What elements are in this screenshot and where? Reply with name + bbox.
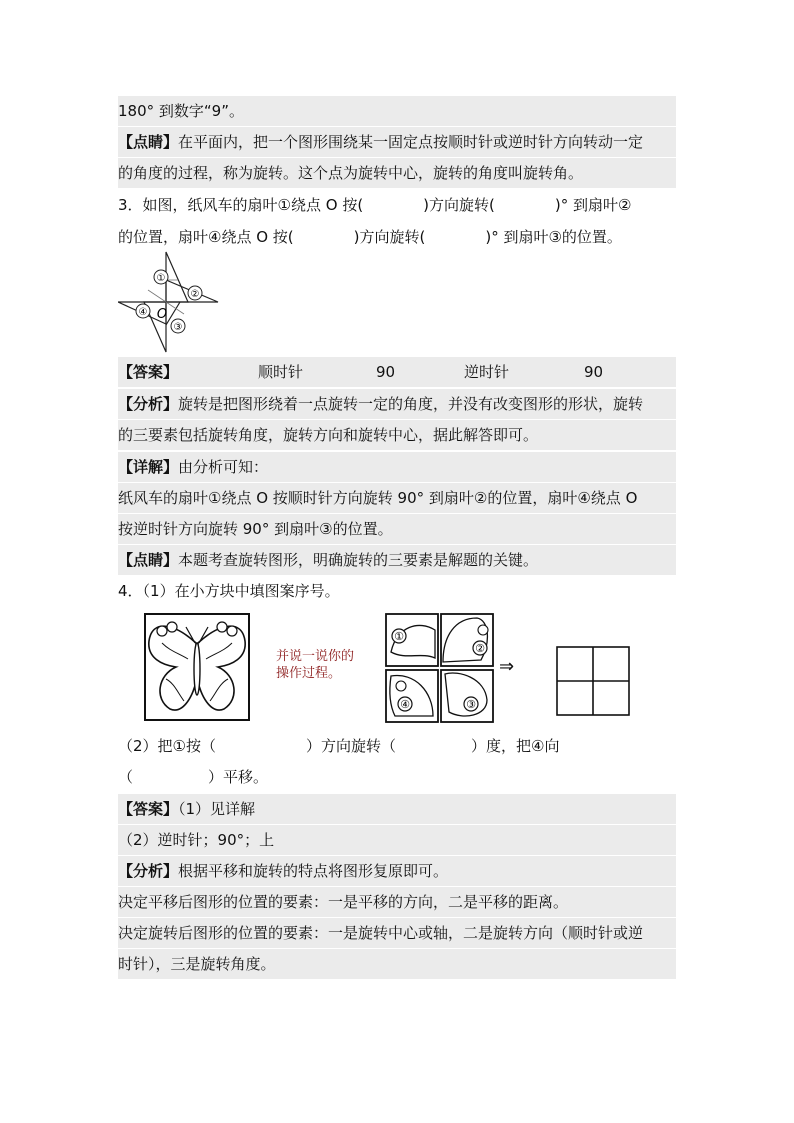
question-4-line2: （2）把①按（ ）方向旋转（ ）度，把④向 [118,737,560,755]
analysis2-paragraph: 【分析】根据平移和旋转的特点将图形复原即可。 [118,856,676,886]
butterfly-figure [144,613,250,721]
answer-value: 顺时针 [258,363,304,381]
blade-label: ② [190,289,200,300]
answer-value: 逆时针 [464,363,510,381]
blade-label: ① [156,273,166,284]
scrambled-pieces-figure [385,612,495,724]
piece-label: ① [394,630,404,643]
blade-label: ③ [173,322,183,333]
answer-value: 90 [584,363,604,381]
text-line: 的角度的过程，称为旋转。这个点为旋转中心，旋转的角度叫旋转角。 [118,158,676,188]
detail-paragraph: 【详解】由分析可知： [118,452,676,482]
text-line: 的三要素包括旋转角度，旋转方向和旋转中心，据此解答即可。 [118,420,676,450]
answer-grid [556,646,630,716]
blade-label: ④ [138,307,148,318]
piece-label: ④ [400,698,410,711]
text-line: 按逆时针方向旋转 90° 到扇叶③的位置。 [118,514,676,544]
piece-label: ② [475,642,485,655]
text-line: 时针），三是旋转角度。 [118,949,676,979]
answer-row: 【答案】 顺时针 90 逆时针 90 [118,357,676,387]
hint-paragraph: 【点睛】在平面内，把一个图形围绕某一固定点按顺时针或逆时针方向转动一定 [118,127,676,157]
instruction-note: 并说一说你的 操作过程。 [276,649,355,681]
answer-value: 90 [376,363,396,381]
answer2-paragraph: 【答案】（1）见详解 [118,794,676,824]
text-line: 决定平移后图形的位置的要素：一是平移的方向，二是平移的距离。 [118,887,676,917]
text-line: 纸风车的扇叶①绕点 O 按顺时针方向旋转 90° 到扇叶②的位置，扇叶④绕点 O [118,483,676,513]
analysis-paragraph: 【分析】旋转是把图形绕着一点旋转一定的角度，并没有改变图形的形状，旋转 [118,389,676,419]
arrow-icon: ⇒ [499,656,515,677]
text-line: 决定旋转后图形的位置的要素：一是旋转中心或轴，二是旋转方向（顺时针或逆 [118,918,676,948]
question-4-line1: 4．（1）在小方块中填图案序号。 [118,582,340,600]
question-3-line1: 3．如图，纸风车的扇叶①绕点 O 按( )方向旋转( )° 到扇叶② [118,196,632,214]
text-line: （2）逆时针；90°；上 [118,825,676,855]
text-line: 180° 到数字“9”。 [118,96,676,126]
piece-label: ③ [466,698,476,711]
pinwheel-figure [118,250,228,360]
question-4-line3: （ ）平移。 [118,768,269,786]
question-3-line2: 的位置，扇叶④绕点 O 按( )方向旋转( )° 到扇叶③的位置。 [118,228,622,246]
hint-paragraph: 【点睛】本题考查旋转图形，明确旋转的三要素是解题的关键。 [118,545,676,575]
center-label: O [156,307,168,322]
